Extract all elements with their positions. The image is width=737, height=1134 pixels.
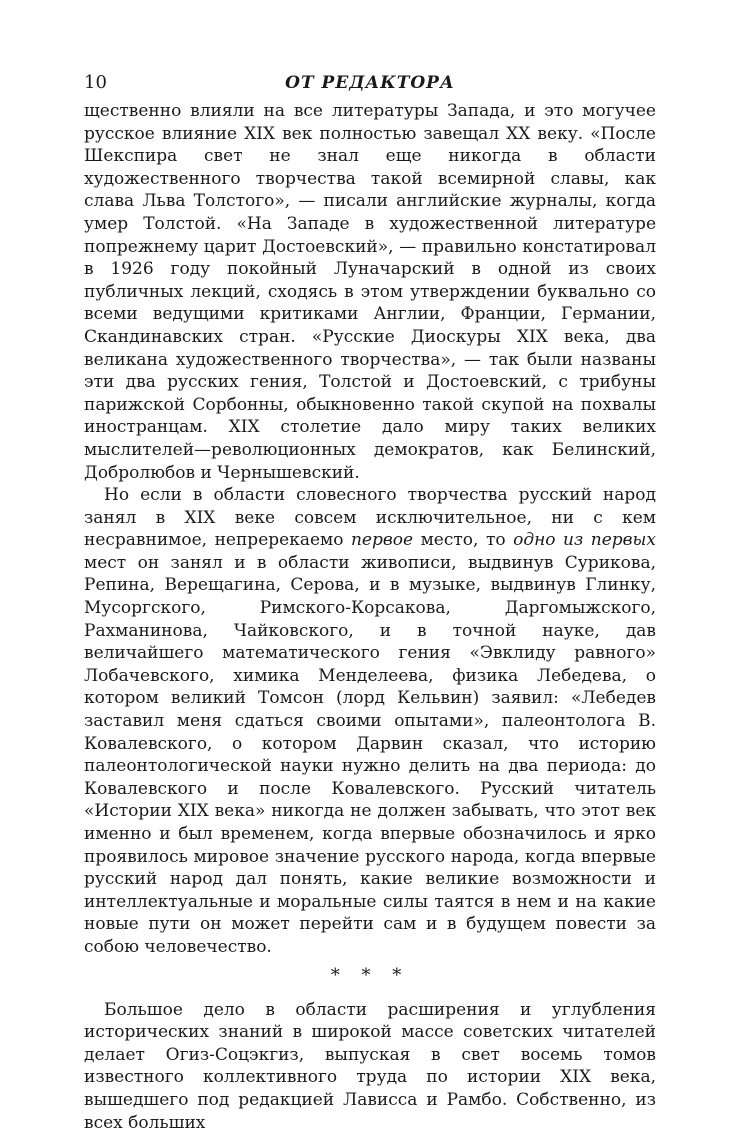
page xyxy=(84,70,656,1134)
paragraph-1: щественно влияли на все литературы Запада, и это могучее русское влияние XIX век полностью завещал XX веку. «После Шекспира свет не знал еще никогда в области художественного творчества такой всемирной славы, как слава Льва Толстого», — писали английские журналы, когда умер Толстой. «На Западе в художественной литературе попрежнему царит Достоевский», — правильно констатировал в 1926 году покойный Луначарский в одной из своих публичных лекций, сходясь в этом утверждении буквально со всеми ведущими критиками Англии, Франции, Германии, Скандинавских стран. «Русские Диоскуры XIX века, два великана художественного творчества», — так были названы эти два русских гения, Толстой и Достоевский, с трибуны парижской Сорбонны, обыкновенно такой скупой на похвалы иностранцам. XIX столетие дало миру таких великих мыслителей—революционных демократов, как Белинский, Добролюбов и Чернышевский. xyxy=(84,101,656,483)
paragraph-2-emphasis-one-of-first: одно из первых xyxy=(513,530,656,551)
page-header xyxy=(84,70,656,96)
paragraph-2 xyxy=(84,484,656,958)
section-separator: * * * xyxy=(330,964,410,986)
paragraph-2-text-a: Но если в области словесного творчества русский народ занял в XIX веке совсем исключительное, ни с кем несравнимое, непререкаемо xyxy=(84,485,656,551)
running-title: ОТ РЕДАКТОРА xyxy=(285,73,455,93)
paragraph-2-text-b: место, то xyxy=(413,530,514,551)
paragraph-2-emphasis-first: первое xyxy=(350,530,414,551)
paragraph-3: Большое дело в области расширения и углубления исторических знаний в широкой массе советских читателей делает Огиз-Соцэкгиз, выпуская в свет восемь томов известного коллективного труда по истории XIX века, вышедшего под редакцией Лависса и Рамбо. Собственно, из всех больших xyxy=(84,999,656,1133)
page-number: 10 xyxy=(84,72,107,93)
paragraph-2-text-c: мест он занял и в области живописи, выдвинув Сурикова, Репина, Верещагина, Серова, и в музыке, выдвинув Глинку, Мусоргского, Римского-Корсакова, Даргомыжского, Рахманинова, Чайковского, и в точной науке, дав величайшего математического гения «Эвклиду равного» Лобачевского, химика Менделеева, физика Лебедева, о котором великий Томсон (лорд Кельвин) заявил: «Лебедев заставил меня сдаться своими опытами», палеонтолога В. Ковалевского, о котором Дарвин сказал, что историю палеонтологической науки нужно делить на два периода: до Ковалевского и после Ковалевского. Русский читатель «Истории XIX века» никогда не должен забывать, что этот век именно и был временем, когда впервые обозначилось и ярко проявилось мировое значение русского народа, когда впервые русский народ дал понять, какие великие возможности и интеллектуальные и моральные силы таятся в нем и на какие новые пути он может перейти сам и в будущем повести за собою человечество. xyxy=(84,552,656,957)
